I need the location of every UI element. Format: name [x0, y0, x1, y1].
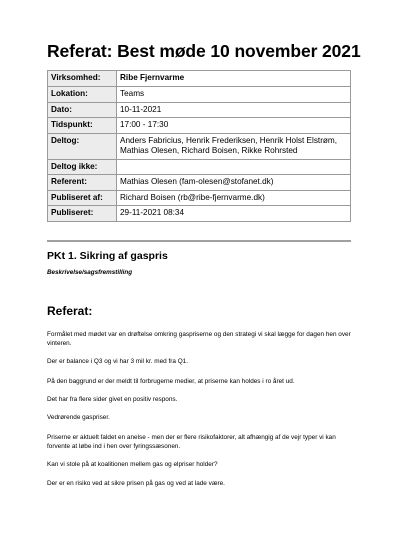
paragraph: Kan vi stole på at koalitionen mellem gas og elpriser holder?: [47, 461, 218, 468]
referat-heading: Referat:: [47, 304, 93, 318]
meta-value: Teams: [117, 87, 351, 103]
paragraph: Der er balance i Q3 og vi har 3 mil kr. med fra Q1.: [47, 358, 189, 365]
meta-label: Lokation:: [48, 87, 117, 103]
meta-label: Publiseret af:: [48, 190, 117, 206]
agenda-item-subtitle: Beskrivelse/sagsfremstilling: [47, 269, 133, 276]
meta-row-published: [48, 206, 351, 222]
meta-label: Deltog:: [48, 133, 117, 159]
meta-label: Virksomhed:: [48, 71, 117, 87]
meta-value: [117, 159, 351, 175]
paragraph: Vedrørende gaspriser.: [47, 414, 110, 421]
meta-row-location: [48, 87, 351, 103]
document-title: Referat: Best møde 10 november 2021: [47, 41, 361, 61]
meta-value: Anders Fabricius, Henrik Frederiksen, Henrik Holst Elstrøm, Mathias Olesen, Richard Boisen, Rikke Rohrsted: [117, 133, 351, 159]
meta-label: Deltog ikke:: [48, 159, 117, 175]
meeting-info-table: [47, 70, 351, 222]
meta-row-company: [48, 71, 351, 87]
meta-label: Dato:: [48, 102, 117, 118]
meta-row-attendees: [48, 133, 351, 159]
meta-value: 17:00 - 17:30: [117, 118, 351, 134]
section-divider: [47, 240, 351, 242]
meta-row-date: [48, 102, 351, 118]
paragraph: Det har fra flere sider givet en positiv respons.: [47, 396, 178, 403]
meta-value: Mathias Olesen (fam-olesen@stofanet.dk): [117, 175, 351, 191]
meta-label: Publiseret:: [48, 206, 117, 222]
agenda-item-title: PKt 1. Sikring af gaspris: [47, 250, 168, 262]
meta-row-absent: [48, 159, 351, 175]
meta-row-published-by: [48, 190, 351, 206]
paragraph: Formålet med mødet var en drøftelse omkring gaspriserne og den strategi vi skal lægge for dagen hen over vinteren.: [47, 331, 351, 348]
meta-row-minute-taker: [48, 175, 351, 191]
meta-value: Richard Boisen (rb@ribe-fjernvarme.dk): [117, 190, 351, 206]
paragraph: På den baggrund er der meldt til forbrugerne medier, at priserne kan holdes i ro året ud.: [47, 378, 295, 385]
meta-value: 10-11-2021: [117, 102, 351, 118]
meta-value: Ribe Fjernvarme: [117, 71, 351, 87]
meta-row-time: [48, 118, 351, 134]
meta-label: Tidspunkt:: [48, 118, 117, 134]
paragraph: Der er en risiko ved at sikre prisen på gas og ved at lade være.: [47, 480, 225, 487]
meta-value: 29-11-2021 08:34: [117, 206, 351, 222]
meta-label: Referent:: [48, 175, 117, 191]
paragraph: Priserne er aktuelt faldet en anelse - men der er flere risikofaktorer, alt afhængig af de vejr typer vi kan forvente at løbe ind i hen over fyringssæsonen.: [47, 434, 336, 451]
